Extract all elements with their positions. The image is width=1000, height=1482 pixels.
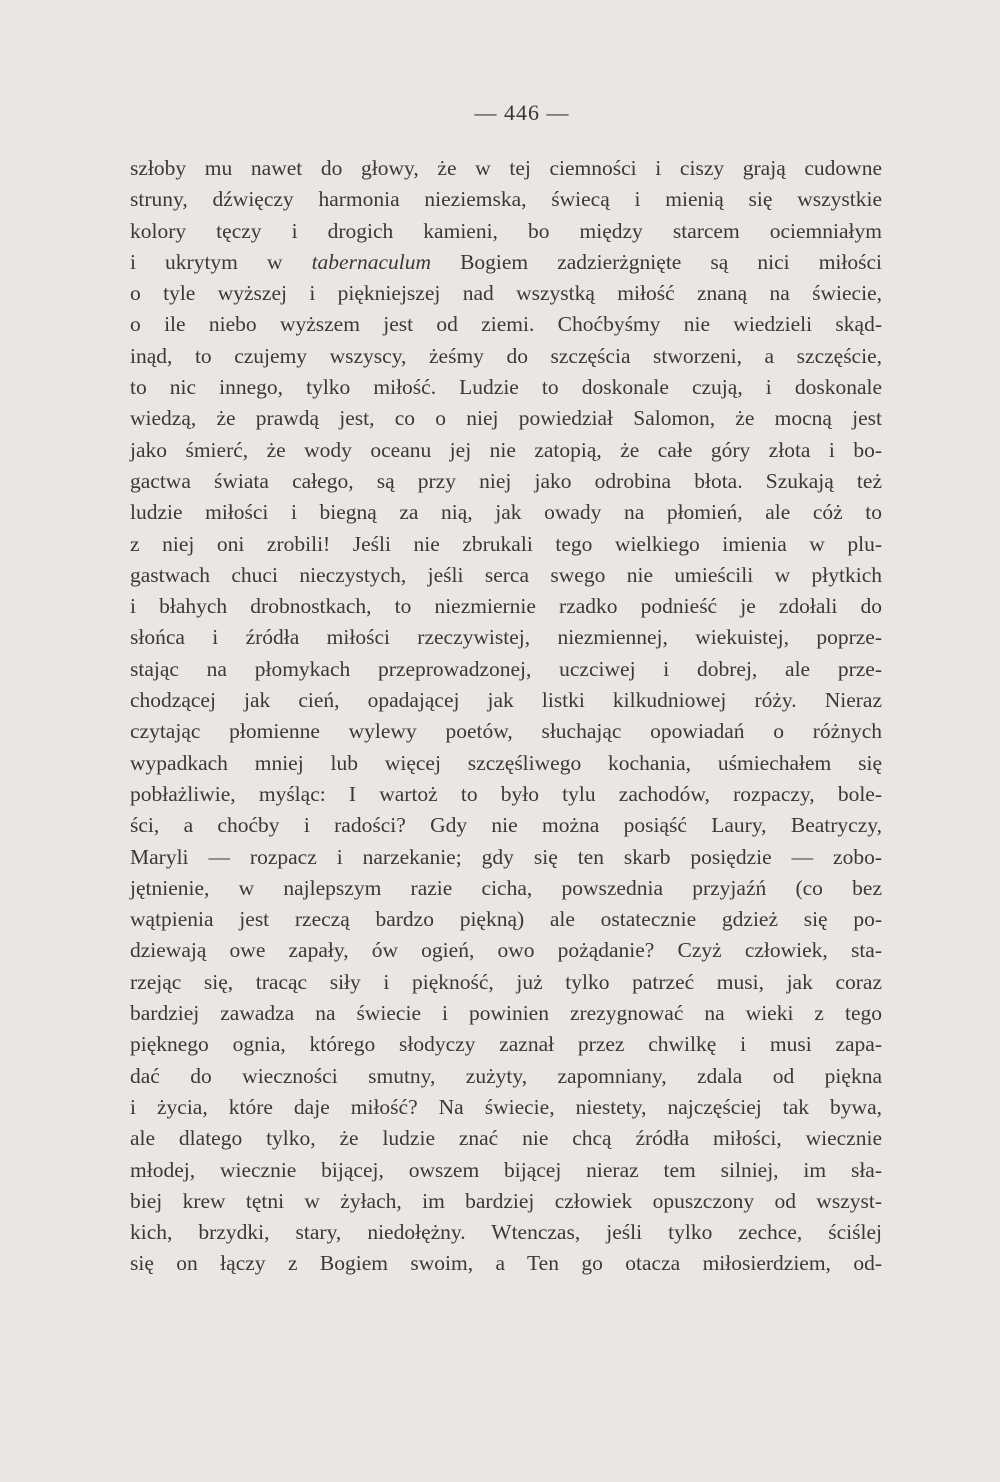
text-line: biej krew tętni w żyłach, im bardziej człowiek opuszczony od wszyst- [130,1188,882,1213]
text-line: to nic innego, tylko miłość. Ludzie to doskonale czują, i doskonale [130,375,882,400]
text-line: jętnienie, w najlepszym razie cicha, powszednia przyjaźń (co bez [130,875,882,900]
text-line: dziewają owe zapały, ów ogień, owo pożądanie? Czyż człowiek, sta- [130,938,882,963]
text-line: się on łączy z Bogiem swoim, a Ten go otacza miłosierdziem, od- [130,1251,882,1276]
body-text [130,153,882,1280]
text-line: wypadkach mniej lub więcej szczęśliwego kochania, uśmiechałem się [130,750,882,775]
text-line: ści, a choćby i radości? Gdy nie można posiąść Laury, Beatryczy, [130,813,882,838]
text-line: ale dlatego tylko, że ludzie znać nie chcą źródła miłości, wiecznie [130,1126,882,1151]
text-line: jako śmierć, że wody oceanu jej nie zatopią, że całe góry złota i bo- [130,437,882,462]
page-number: — 446 — [474,100,570,125]
text-line: z niej oni zrobili! Jeśli nie zbrukali tego wielkiego imienia w plu- [130,531,882,556]
text-line: dać do wieczności smutny, zużyty, zapomniany, zdala od piękna [130,1063,882,1088]
text-line: chodzącej jak cień, opadającej jak listki kilkudniowej róży. Nieraz [130,688,882,713]
text-line: bardziej zawadza na świecie i powinien zrezygnować na wieki z tego [130,1001,882,1026]
text-line: szłoby mu nawet do głowy, że w tej ciemności i ciszy grają cudowne [130,156,882,180]
text-line: i życia, które daje miłość? Na świecie, niestety, najczęściej tak bywa, [130,1094,882,1119]
text-line: ludzie miłości i biegną za nią, jak owady na płomień, ale cóż to [130,500,882,525]
text-line: pobłażliwie, myśląc: I wartoż to było tylu zachodów, rozpaczy, bole- [130,781,882,806]
text-line: inąd, to czujemy wszyscy, żeśmy do szczęścia stworzeni, a szczęście, [130,343,882,368]
text-line: o ile niebo wyższem jest od ziemi. Choćbyśmy nie wiedzieli skąd- [130,312,882,337]
text-line: wątpienia jest rzeczą bardzo piękną) ale ostatecznie gdzież się po- [130,907,882,932]
text-line: rzejąc się, tracąc siły i piękność, już tylko patrzeć musi, jak coraz [130,969,882,994]
text-line: pięknego ognia, którego słodyczy zaznał przez chwilkę i musi zapa- [130,1032,882,1057]
text-line: gastwach chuci nieczystych, jeśli serca swego nie umieścili w płytkich [130,562,882,587]
text-line: wiedzą, że prawdą jest, co o niej powiedział Salomon, że mocną jest [130,406,882,431]
text-line-with-italic: i ukrytym w tabernaculum Bogiem zadzierżgnięte są nici miłości [130,249,882,274]
text-line: i błahych drobnostkach, to niezmiernie rzadko podnieść je zdołali do [130,594,882,619]
text-line: młodej, wiecznie bijącej, owszem bijącej nieraz tem silniej, im sła- [130,1157,882,1182]
italic-word: tabernaculum [311,249,431,274]
text-line: stając na płomykach przeprowadzonej, uczciwej i dobrej, ale prze- [130,656,882,681]
text-line: kich, brzydki, stary, niedołężny. Wtenczas, jeśli tylko zechce, ściślej [130,1220,882,1245]
text-line: słońca i źródła miłości rzeczywistej, niezmiennej, wiekuistej, poprze- [130,625,882,650]
text-line: czytając płomienne wylewy poetów, słuchając opowiadań o różnych [130,719,882,744]
text-line: gactwa świata całego, są przy niej jako odrobina błota. Szukają też [130,468,882,493]
text-line: Maryli — rozpacz i narzekanie; gdy się ten skarb posiędzie — zobo- [130,844,882,869]
text-line: kolory tęczy i drogich kamieni, bo między starcem ociemniałym [130,218,882,243]
text-line: struny, dźwięczy harmonia nieziemska, świecą i mienią się wszystkie [130,187,882,212]
text-line: o tyle wyższej i piękniejszej nad wszystką miłość znaną na świecie, [130,281,882,306]
